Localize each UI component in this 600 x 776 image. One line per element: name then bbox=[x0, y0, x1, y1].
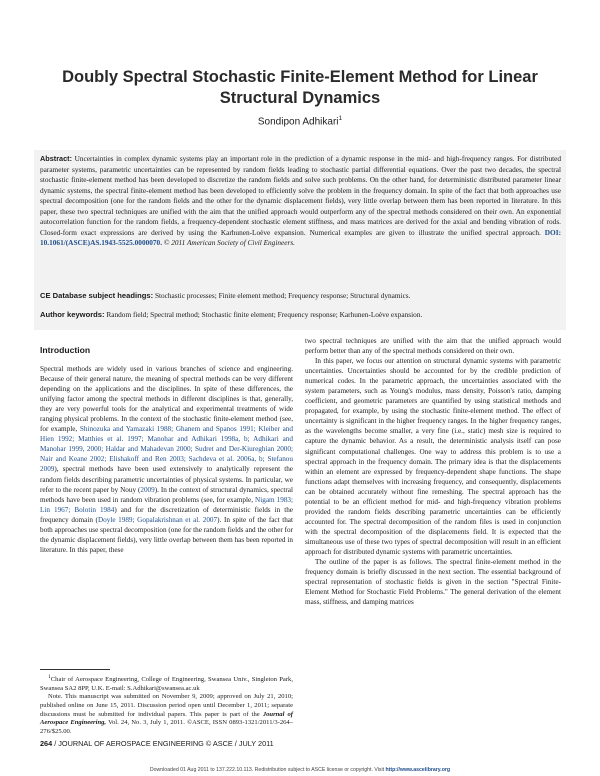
note-text-b: Vol. 24, No. 3, July 1, 2011. ©ASCE, ISSN 0893-1321/2011/3-264–276/$25.00. bbox=[40, 719, 294, 735]
copyright: © 2011 American Society of Civil Engineers. bbox=[163, 238, 295, 248]
ce-subject-headings bbox=[40, 291, 561, 301]
footnote-rule bbox=[40, 669, 110, 670]
citations-spectral-fem[interactable]: Doyle 1989; Gopalakrishnan et al. 2007 bbox=[97, 515, 218, 524]
footnote-mark: 1 bbox=[48, 674, 51, 680]
page-footer bbox=[40, 739, 274, 748]
ascelibrary-link[interactable]: http://www.ascelibrary.org bbox=[385, 767, 451, 773]
footnotes bbox=[40, 673, 293, 736]
note-text-a: Note. This manuscript was submitted on November 9, 2009; approved on July 21, 2010; published online on June 15, 2011. Discussion period open until December 1, 2011; separate discussions must be submitted for individual papers. This paper is part of the bbox=[40, 693, 293, 718]
paper-title: Doubly Spectral Stochastic Finite-Element Method for Linear Structural Dynamics bbox=[62, 68, 538, 107]
intro-text-a: Spectral methods are widely used in various branches of science and engineering. Because of their general nature, the meaning of spectral methods can be very different depending on the applications and the disciplines. In spite of these differences, the unifying factor among the spectral methods in different disciplines is that, generally, they are very powerful tools for the analytical and experimental treatments of wide ranging physical problems. In the context of the stochastic finite-element method (see, for example, bbox=[40, 365, 293, 434]
author-mark: 1 bbox=[338, 115, 343, 122]
citations-sfem[interactable]: Shinozuka and Yamazaki 1988; Ghanem and Spanos 1991; Kleiber and Hien 1992; Matthies et al. 1997; Manohar and Adhikari 1998a, b; Adhikari and Manohar 1999, 2000; Haldar and Mahadevan 2000; Sudret and Der-Kiureghian 2000; Nair and Keane 2002; Elishakoff and Ren 2003; Sachdeva et al. 2006a, b; Stefanou 2009 bbox=[40, 425, 293, 474]
author-keywords bbox=[40, 310, 561, 320]
intro-paragraph-1-continued: two spectral techniques are unified with the aim that the unified approach would perform better than any of the spectral methods considered on their own. bbox=[305, 337, 561, 356]
intro-text-e: ). In spite of the fact that both approaches use spectral decomposition (one for the random fields and the other for the dynamic displacement fields), very little overlap between them has been reported in literature. In this paper, these bbox=[40, 515, 293, 554]
journal-name: Journal of Aerospace Engineering, bbox=[40, 710, 294, 727]
footnote-affiliation-text: Chair of Aerospace Engineering, College of Engineering, Swansea Univ., Singleton Park, Swansea SA2 8PP, U.K. E-mail: S.Adhikari@swansea.ac.uk bbox=[40, 676, 293, 692]
intro-text-c: ). In the context of structural dynamics, spectral methods have been used in random vibration problems (see, for example, bbox=[40, 485, 293, 504]
intro-text-d: ) and for the discretization of deterministic fields in the frequency domain ( bbox=[40, 505, 293, 524]
abstract-text: Uncertainties in complex dynamic systems play an important role in the prediction of a dynamic response in the mid- and high-frequency ranges. For distributed parameter systems, parametric uncertainties can be represented by random fields leading to stochastic partial differential equations. Over the past two decades, the spectral stochastic finite-element method has been developed to discretize the random fields and solve such problems. On the other hand, for deterministic distributed parameter linear dynamic systems, the spectral finite-element method has been developed to efficiently solve the problem in the frequency domain. In spite of the fact that both approaches use spectral decomposition (one for the random fields and the other for the dynamic displacement fields), very little overlap between them has been reported in literature. In this paper, these two spectral techniques are unified with the aim that the unified approach would outperform any of the spectral methods considered on their own. An exponential autocorrelation function for the random fields, a frequency-dependent stochastic element stiffness, and mass matrices are derived for the axial and bending vibration of rods. Closed-form exact expressions are derived by using the Karhunen-Loève expansion. Numerical examples are given to illustrate the unified spectral approach. bbox=[40, 154, 562, 237]
doi-label: DOI: bbox=[544, 227, 561, 237]
download-note bbox=[0, 767, 600, 773]
page-number: 264 bbox=[40, 739, 53, 748]
left-column bbox=[40, 364, 293, 555]
intro-paragraph-3: The outline of the paper is as follows. The spectral finite-element method in the frequency domain is briefly discussed in the next section. The essential background of spectral representation of stochastic fields is given in the section "Spectral Finite-Element Method for Stochastic Field Problems." The general derivation of the element mass, stiffness, and damping matrices bbox=[305, 558, 561, 607]
right-column bbox=[305, 336, 561, 607]
abstract-label: Abstract: bbox=[40, 154, 73, 163]
download-note-text: Downloaded 01 Aug 2011 to 137.222.10.113. Redistribution subject to ASCE license or copyright. Visit bbox=[149, 767, 385, 773]
ce-headings-text: Stochastic processes; Finite element method; Frequency response; Structural dynamics. bbox=[154, 291, 411, 300]
footnote-note bbox=[40, 693, 293, 736]
intro-paragraph-1 bbox=[40, 364, 293, 555]
author-line bbox=[0, 115, 600, 127]
footnote-affiliation bbox=[40, 673, 293, 693]
citations-random-vibration[interactable]: Nigam 1983; Lin 1967; Bolotin 1984 bbox=[40, 495, 294, 514]
doi-link[interactable]: 10.1061/(ASCE)AS.1943-5525.0000070. bbox=[40, 238, 163, 248]
citation-nouy[interactable]: 2009 bbox=[140, 485, 155, 494]
keywords-label: Author keywords: bbox=[40, 310, 105, 319]
introduction-heading: Introduction bbox=[40, 345, 91, 355]
intro-text-b: ), spectral methods have been used extensively to analytically represent the random fields describing parametric uncertainties of physical systems. In particular, we refer to the recent paper by Nouy ( bbox=[40, 465, 293, 494]
author-name: Sondipon Adhikari bbox=[257, 116, 339, 128]
keywords-text: Random field; Spectral method; Stochastic finite element; Frequency response; Karhunen-Loève expansion. bbox=[106, 310, 423, 319]
abstract bbox=[40, 154, 561, 249]
journal-running-head: / JOURNAL OF AEROSPACE ENGINEERING © ASCE / JULY 2011 bbox=[54, 739, 274, 748]
ce-headings-label: CE Database subject headings: bbox=[40, 291, 154, 300]
intro-paragraph-2: In this paper, we focus our attention on structural dynamic systems with parametric uncertainties. Uncertainties should be accounted for by the credible prediction of numerical codes. In the parametric approach, the uncertainties associated with the system parameters, such as Young's modulus, mass density, Poisson's ratio, damping coefficient, and geometric parameters are quantified by using statistical methods and propagated, for example, by using the stochastic finite-element method. The effect of uncertainty is significant in the higher frequency ranges. In the higher frequency ranges, as the wavelengths become smaller, a very fine (i.e., static) mesh size is required to capture the dynamic behavior. As a result, the deterministic analysis itself can pose significant computational challenges. One way to address this problem is to use a spectral approach in the frequency domain. The primary idea is that the displacements within an element are expressed by frequency-dependent shape functions. The shape functions adapt themselves with increasing frequency, and consequently, displacements can be obtained accurately without fine remeshing. The spectral approach has the potential to be an efficient method for mid- and high-frequency vibration problems provided the random fields describing parametric uncertainties can be efficiently accounted for. The spectral decomposition of the random files is used in conjunction with the spectral decomposition of the displacements field. It is expected that the simultaneous use of these two types of spectral decomposition will result in an efficient approach for distributed dynamic systems with parametric uncertainties. bbox=[305, 357, 561, 556]
